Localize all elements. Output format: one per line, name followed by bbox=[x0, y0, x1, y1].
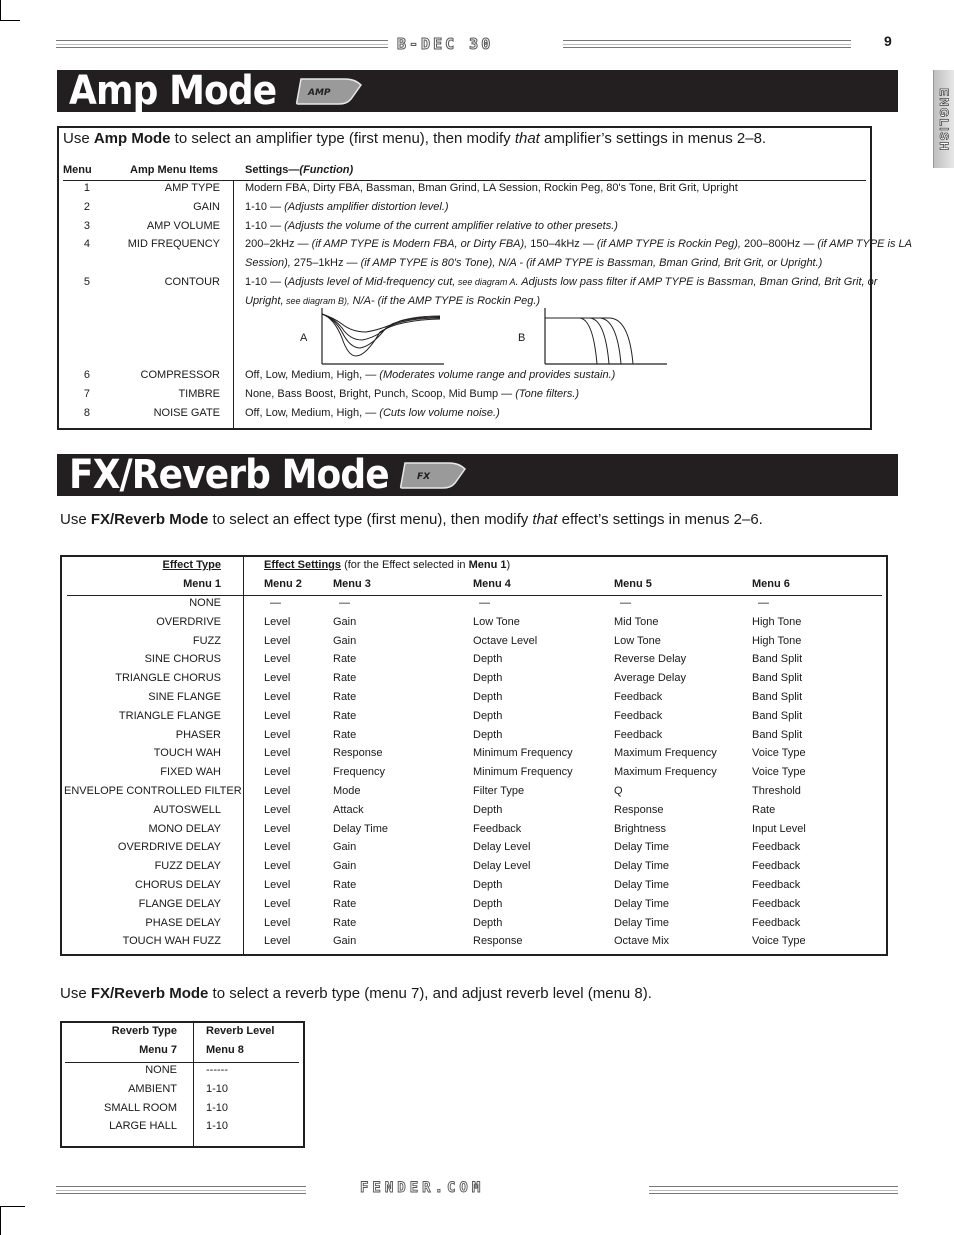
fx-effect-setting: Level bbox=[264, 747, 291, 760]
fx-effect-setting: Feedback bbox=[752, 916, 801, 929]
fx-effect-setting: Depth bbox=[473, 803, 503, 816]
amp-menu-number: 2 bbox=[83, 201, 90, 213]
fx-intro-text: to select an effect type (first menu), then modify bbox=[208, 511, 533, 528]
crop-mark bbox=[0, 1206, 1, 1235]
contour-setting-line1 bbox=[245, 276, 877, 288]
amp-menu-setting bbox=[245, 369, 615, 381]
amp-intro-text: amplifier’s settings in menus 2–8. bbox=[539, 130, 767, 147]
function-label: (Function) bbox=[299, 164, 354, 176]
fx-effect-setting: Feedback bbox=[614, 709, 663, 722]
fx-menu1-header: Menu 1 bbox=[183, 578, 221, 590]
fx-effect-setting: Feedback bbox=[752, 879, 801, 891]
fx-effect-setting: Band Split bbox=[752, 709, 803, 722]
setting-note: (Adjusts amplifier distortion level.) bbox=[284, 201, 449, 213]
fx-effect-setting: Depth bbox=[473, 709, 503, 722]
fx-effect-setting: Band Split bbox=[752, 691, 803, 703]
fx-badge-icon bbox=[399, 459, 469, 491]
fx-badge-label: FX bbox=[417, 472, 431, 482]
setting-note: Upright, bbox=[245, 295, 284, 307]
fx-effect-type: PHASE DELAY bbox=[145, 916, 221, 929]
fx-effect-type: TOUCH WAH bbox=[153, 747, 221, 760]
fx-menu4-header: Menu 4 bbox=[473, 578, 511, 590]
amp-menu-number: 4 bbox=[83, 238, 90, 250]
fx-effect-setting: Level bbox=[264, 766, 291, 779]
fx-effect-setting: Rate bbox=[333, 672, 357, 685]
fx-effect-setting: Level bbox=[264, 672, 291, 685]
fx-effect-setting: Rate bbox=[333, 879, 357, 891]
setting-text: 200–2kHz — bbox=[245, 238, 312, 250]
fx-effect-setting: Response bbox=[333, 747, 383, 760]
fx-intro-text: effect’s settings in menus 2–6. bbox=[557, 511, 763, 528]
setting-note: (Tone filters.) bbox=[515, 388, 580, 400]
fx-intro-text: Use bbox=[60, 511, 91, 528]
fx-effect-setting: Feedback bbox=[752, 860, 801, 873]
amp-mode-banner bbox=[57, 70, 898, 112]
fx-effect-type: SINE FLANGE bbox=[148, 691, 221, 703]
amp-menu-setting bbox=[245, 388, 579, 400]
effect-settings-label: Effect Settings bbox=[264, 559, 342, 571]
fx-effect-type: ENVELOPE CONTROLLED FILTER bbox=[64, 785, 242, 797]
fx-effect-setting: Level bbox=[264, 897, 291, 910]
amp-menu-item: COMPRESSOR bbox=[140, 369, 220, 381]
fx-effect-setting: Brightness bbox=[614, 822, 666, 835]
fx-effect-setting: Rate bbox=[333, 728, 357, 741]
amp-intro-text: to select an amplifier type (first menu), then modify bbox=[170, 130, 515, 147]
amp-menu-number: 7 bbox=[83, 388, 90, 400]
amp-header-rule bbox=[63, 180, 866, 181]
fx-effect-setting: Gain bbox=[333, 860, 357, 873]
setting-note: . Adjusts low pass filter if AMP TYPE is Bassman, Bman Grind, Brit Grit, or bbox=[515, 276, 878, 288]
fx-effect-setting: Reverse Delay bbox=[614, 653, 687, 666]
footer-rule-left bbox=[56, 1186, 306, 1194]
fx-effect-type: TRIANGLE CHORUS bbox=[115, 672, 221, 685]
fx-effect-setting: High Tone bbox=[752, 634, 802, 647]
fx-effect-setting: — bbox=[758, 597, 769, 609]
settings-note: ) bbox=[506, 559, 511, 571]
fx-effect-type: TOUCH WAH FUZZ bbox=[122, 935, 221, 948]
fx-effect-setting: Level bbox=[264, 634, 291, 647]
fx-effect-type: NONE bbox=[189, 597, 221, 609]
mid-frequency-setting-line2 bbox=[245, 257, 822, 269]
fx-effect-setting: High Tone bbox=[752, 615, 802, 628]
footer-rule-right bbox=[649, 1186, 898, 1194]
setting-text: 1-10 — bbox=[245, 220, 285, 232]
setting-note: (if AMP TYPE is LA bbox=[817, 238, 912, 250]
fx-effect-setting: Voice Type bbox=[752, 935, 806, 948]
fx-effect-setting: Gain bbox=[333, 615, 357, 628]
setting-note: Adjusts level of Mid-frequency cut, bbox=[287, 276, 456, 288]
fx-effect-settings-header bbox=[264, 559, 510, 571]
setting-text: Off, Low, Medium, High, — bbox=[245, 407, 380, 419]
reverb-level: 1-10 bbox=[206, 1082, 229, 1095]
reverb-menu7-header: Menu 7 bbox=[139, 1044, 177, 1056]
setting-note: N/A- (if the AMP TYPE is Rockin Peg.) bbox=[349, 295, 541, 307]
fx-reverb-mode-banner bbox=[57, 454, 898, 496]
fx-effect-setting: — bbox=[479, 597, 490, 609]
header-rule-left bbox=[56, 40, 388, 48]
fx-effect-setting: Octave Level bbox=[473, 634, 538, 647]
amp-intro-text: Use bbox=[63, 130, 94, 147]
fx-effect-setting: Gain bbox=[333, 634, 357, 647]
amp-menu-item: TIMBRE bbox=[178, 388, 220, 400]
reverb-level: ------ bbox=[206, 1064, 228, 1076]
fx-effect-setting: Rate bbox=[752, 803, 776, 816]
fx-effect-setting: Level bbox=[264, 935, 291, 948]
reverb-menu8-header: Menu 8 bbox=[206, 1044, 244, 1056]
setting-note: (if AMP TYPE is 80's Tone), N/A - (if AMP TYPE is Bassman, Bman Grind, Brit Grit, or Upright.) bbox=[360, 257, 823, 269]
fx-effect-type: MONO DELAY bbox=[148, 822, 221, 835]
fx-effect-setting: Delay Time bbox=[614, 860, 670, 873]
language-tab-label: ENGLISH bbox=[937, 88, 951, 152]
fx-effect-setting: Maximum Frequency bbox=[614, 747, 717, 760]
amp-menu-item: NOISE GATE bbox=[153, 407, 220, 419]
fx-menu2-header: Menu 2 bbox=[264, 578, 302, 590]
amp-menu-number: 1 bbox=[83, 182, 90, 194]
amp-menu-item: AMP VOLUME bbox=[146, 220, 220, 232]
fx-effect-setting: Delay Time bbox=[614, 841, 670, 854]
amp-menu-setting bbox=[245, 201, 449, 213]
amp-col-items-header: Amp Menu Items bbox=[130, 164, 219, 176]
amp-column-divider bbox=[233, 180, 234, 429]
fx-effect-setting: Level bbox=[264, 879, 291, 891]
fx-column-divider bbox=[243, 556, 244, 955]
fx-effect-setting: Rate bbox=[333, 916, 357, 929]
amp-badge-icon bbox=[295, 75, 365, 107]
fx-effect-type: PHASER bbox=[175, 728, 221, 741]
fx-effect-type: OVERDRIVE DELAY bbox=[117, 841, 221, 854]
fx-effect-setting: Feedback bbox=[614, 691, 663, 703]
contour-setting-line2 bbox=[245, 295, 540, 307]
setting-note: (Moderates volume range and provides sustain.) bbox=[379, 369, 616, 381]
setting-text: 200–800Hz — bbox=[740, 238, 818, 250]
fx-effect-setting: Feedback bbox=[752, 841, 801, 854]
fx-effect-setting: Level bbox=[264, 691, 291, 703]
setting-text: 1-10 — bbox=[245, 201, 285, 213]
setting-text: 1-10 — ( bbox=[245, 276, 288, 288]
contour-diagram-b bbox=[543, 308, 668, 366]
crop-mark bbox=[0, 20, 20, 21]
fx-effect-type: OVERDRIVE bbox=[156, 615, 221, 628]
reverb-intro-text: to select a reverb type (menu 7), and adjust reverb level (menu 8). bbox=[208, 985, 652, 1002]
amp-col-menu-header: Menu bbox=[63, 164, 92, 176]
fx-effect-setting: Rate bbox=[333, 691, 357, 703]
fx-effect-setting: Level bbox=[264, 803, 291, 816]
amp-menu-item: GAIN bbox=[193, 201, 220, 213]
setting-note: (if AMP TYPE is Rockin Peg), bbox=[596, 238, 741, 250]
crop-mark bbox=[0, 0, 1, 20]
reverb-column-divider bbox=[193, 1022, 194, 1147]
fx-effect-setting: Feedback bbox=[614, 728, 663, 741]
amp-menu-item: CONTOUR bbox=[164, 276, 220, 288]
fx-effect-setting: Delay Time bbox=[614, 897, 670, 910]
fx-effect-setting: Level bbox=[264, 916, 291, 929]
fx-effect-setting: Level bbox=[264, 841, 291, 854]
reverb-header-rule bbox=[65, 1062, 299, 1063]
diagram-ref: see diagram B), bbox=[283, 296, 350, 306]
diagram-a-label: A bbox=[300, 332, 308, 344]
setting-text: 275–1kHz — bbox=[290, 257, 361, 269]
amp-mode-title: Amp Mode bbox=[69, 68, 277, 114]
fx-effect-setting: Depth bbox=[473, 879, 503, 891]
fx-effect-type: AUTOSWELL bbox=[153, 803, 221, 816]
fx-effect-type: FUZZ DELAY bbox=[154, 860, 221, 873]
fx-effect-setting: — bbox=[339, 597, 350, 609]
fx-effect-setting: Level bbox=[264, 709, 291, 722]
fx-effect-type: FLANGE DELAY bbox=[138, 897, 221, 910]
fx-effect-setting: Depth bbox=[473, 897, 503, 910]
fx-effect-setting: Input Level bbox=[752, 822, 806, 835]
setting-text: None, Bass Boost, Bright, Punch, Scoop, Mid Bump — bbox=[245, 388, 516, 400]
fx-effect-setting: — bbox=[620, 597, 631, 609]
reverb-level: 1-10 bbox=[206, 1101, 229, 1114]
fx-effect-type: TRIANGLE FLANGE bbox=[118, 709, 221, 722]
setting-note: (Cuts low volume noise.) bbox=[379, 407, 500, 419]
fx-effect-setting: Band Split bbox=[752, 653, 803, 666]
fx-effect-setting: Mode bbox=[333, 785, 361, 797]
fx-effect-setting: Minimum Frequency bbox=[473, 766, 573, 779]
fx-effect-setting: Level bbox=[264, 653, 291, 666]
fx-effect-setting: Delay Time bbox=[614, 916, 670, 929]
reverb-level: 1-10 bbox=[206, 1120, 229, 1133]
fx-effect-setting: Level bbox=[264, 615, 291, 628]
header-brand: B-DEC 30 bbox=[397, 35, 494, 53]
amp-badge-label: AMP bbox=[308, 88, 331, 98]
contour-diagram-a bbox=[320, 308, 445, 366]
amp-menu-setting bbox=[245, 220, 618, 232]
fx-header-rule bbox=[67, 595, 882, 596]
fx-effect-setting: Delay Level bbox=[473, 860, 531, 873]
fx-effect-setting: Response bbox=[614, 803, 664, 816]
fx-menu3-header: Menu 3 bbox=[333, 578, 371, 590]
header-rule-right bbox=[563, 40, 851, 48]
fx-effect-setting: Average Delay bbox=[614, 672, 686, 685]
fx-effect-setting: Feedback bbox=[752, 897, 801, 910]
diagram-ref: see diagram A bbox=[455, 277, 516, 287]
fx-effect-setting: Threshold bbox=[752, 785, 801, 797]
fx-effect-setting: Mid Tone bbox=[614, 615, 659, 628]
fx-effect-setting: Depth bbox=[473, 691, 503, 703]
amp-col-settings-header bbox=[245, 164, 353, 176]
setting-text: Modern FBA, Dirty FBA, Bassman, Bman Grind, LA Session, Rockin Peg, 80's Tone, Brit Grit, Upright bbox=[245, 182, 738, 194]
fx-effect-type: CHORUS DELAY bbox=[135, 879, 221, 891]
fx-effect-setting: Filter Type bbox=[473, 785, 525, 797]
fx-effect-setting: Depth bbox=[473, 672, 503, 685]
amp-menu-number: 3 bbox=[83, 220, 90, 232]
reverb-type: AMBIENT bbox=[128, 1082, 177, 1095]
fx-effect-setting: Voice Type bbox=[752, 747, 806, 760]
amp-intro-bold: Amp Mode bbox=[93, 130, 171, 147]
fx-intro-bold: FX/Reverb Mode bbox=[90, 511, 209, 528]
fx-effect-type-header: Effect Type bbox=[162, 559, 221, 571]
amp-intro bbox=[63, 130, 766, 147]
amp-menu-setting bbox=[245, 407, 500, 419]
amp-menu-number: 5 bbox=[83, 276, 90, 288]
reverb-type: LARGE HALL bbox=[109, 1120, 177, 1133]
fx-effect-setting: Rate bbox=[333, 897, 357, 910]
fx-effect-setting: Level bbox=[264, 785, 291, 797]
reverb-intro-bold: FX/Reverb Mode bbox=[90, 985, 209, 1002]
setting-text: 150–4kHz — bbox=[527, 238, 597, 250]
fx-effect-setting: Depth bbox=[473, 916, 503, 929]
page-number: 9 bbox=[884, 33, 892, 49]
mid-frequency-setting-line1 bbox=[245, 238, 912, 250]
fx-intro-italic: that bbox=[532, 511, 558, 528]
settings-note: (for the Effect selected in bbox=[341, 559, 469, 571]
fx-effect-setting: Delay Level bbox=[473, 841, 531, 854]
diagram-b-label: B bbox=[518, 332, 526, 344]
amp-menu-item: MID FREQUENCY bbox=[127, 238, 220, 250]
setting-text: Off, Low, Medium, High, — bbox=[245, 369, 380, 381]
fx-effect-setting: Rate bbox=[333, 709, 357, 722]
amp-menu-number: 6 bbox=[83, 369, 90, 381]
fx-effect-setting: Low Tone bbox=[473, 615, 520, 628]
fx-effect-setting: Gain bbox=[333, 841, 357, 854]
fx-effect-setting: Rate bbox=[333, 653, 357, 666]
amp-intro-italic: that bbox=[514, 130, 540, 147]
fx-effect-setting: Depth bbox=[473, 728, 503, 741]
fx-effect-setting: Response bbox=[473, 935, 523, 948]
fx-effect-type: FIXED WAH bbox=[160, 766, 221, 779]
fx-effect-setting: Octave Mix bbox=[614, 935, 670, 948]
reverb-intro bbox=[60, 985, 652, 1002]
reverb-intro-text: Use bbox=[60, 985, 91, 1002]
fx-effect-setting: Band Split bbox=[752, 728, 803, 741]
fx-effect-setting: Level bbox=[264, 860, 291, 873]
settings-label: Settings— bbox=[245, 164, 300, 176]
fx-reverb-mode-title: FX/Reverb Mode bbox=[69, 452, 389, 498]
fx-effect-setting: Depth bbox=[473, 653, 503, 666]
amp-menu-item: AMP TYPE bbox=[164, 182, 220, 194]
fx-effect-setting: — bbox=[270, 597, 281, 609]
fx-effect-setting: Delay Time bbox=[614, 879, 670, 891]
setting-note: (if AMP TYPE is Modern FBA, or Dirty FBA), bbox=[311, 238, 528, 250]
fx-effect-type: FUZZ bbox=[192, 634, 221, 647]
settings-note-bold: Menu 1 bbox=[468, 559, 507, 571]
crop-mark bbox=[0, 1206, 25, 1207]
fx-effect-setting: Level bbox=[264, 822, 291, 835]
fx-effect-setting: Minimum Frequency bbox=[473, 747, 573, 760]
reverb-type: NONE bbox=[145, 1064, 177, 1076]
fx-effect-type: SINE CHORUS bbox=[144, 653, 221, 666]
fx-effect-setting: Frequency bbox=[333, 766, 385, 779]
reverb-level-header: Reverb Level bbox=[206, 1025, 275, 1037]
fx-effect-setting: Band Split bbox=[752, 672, 803, 685]
fx-effect-setting: Gain bbox=[333, 935, 357, 948]
reverb-type-header: Reverb Type bbox=[111, 1025, 177, 1037]
reverb-type: SMALL ROOM bbox=[104, 1101, 177, 1114]
setting-note: (Adjusts the volume of the current amplifier relative to other presets.) bbox=[284, 220, 618, 232]
fx-effect-setting: Voice Type bbox=[752, 766, 806, 779]
setting-note: Session), bbox=[245, 257, 291, 269]
amp-menu-setting bbox=[245, 182, 738, 194]
fx-effect-setting: Feedback bbox=[473, 822, 522, 835]
fx-effect-setting: Delay Time bbox=[333, 822, 389, 835]
fx-menu5-header: Menu 5 bbox=[614, 578, 652, 590]
fx-effect-setting: Low Tone bbox=[614, 634, 661, 647]
fx-intro bbox=[60, 511, 763, 528]
fx-effect-setting: Level bbox=[264, 728, 291, 741]
footer-brand: FENDER.COM bbox=[360, 1180, 485, 1196]
amp-menu-number: 8 bbox=[83, 407, 90, 419]
fx-effect-setting: Maximum Frequency bbox=[614, 766, 717, 779]
fx-effect-setting: Attack bbox=[333, 803, 364, 816]
fx-effect-setting: Q bbox=[614, 785, 623, 797]
fx-menu6-header: Menu 6 bbox=[752, 578, 790, 590]
